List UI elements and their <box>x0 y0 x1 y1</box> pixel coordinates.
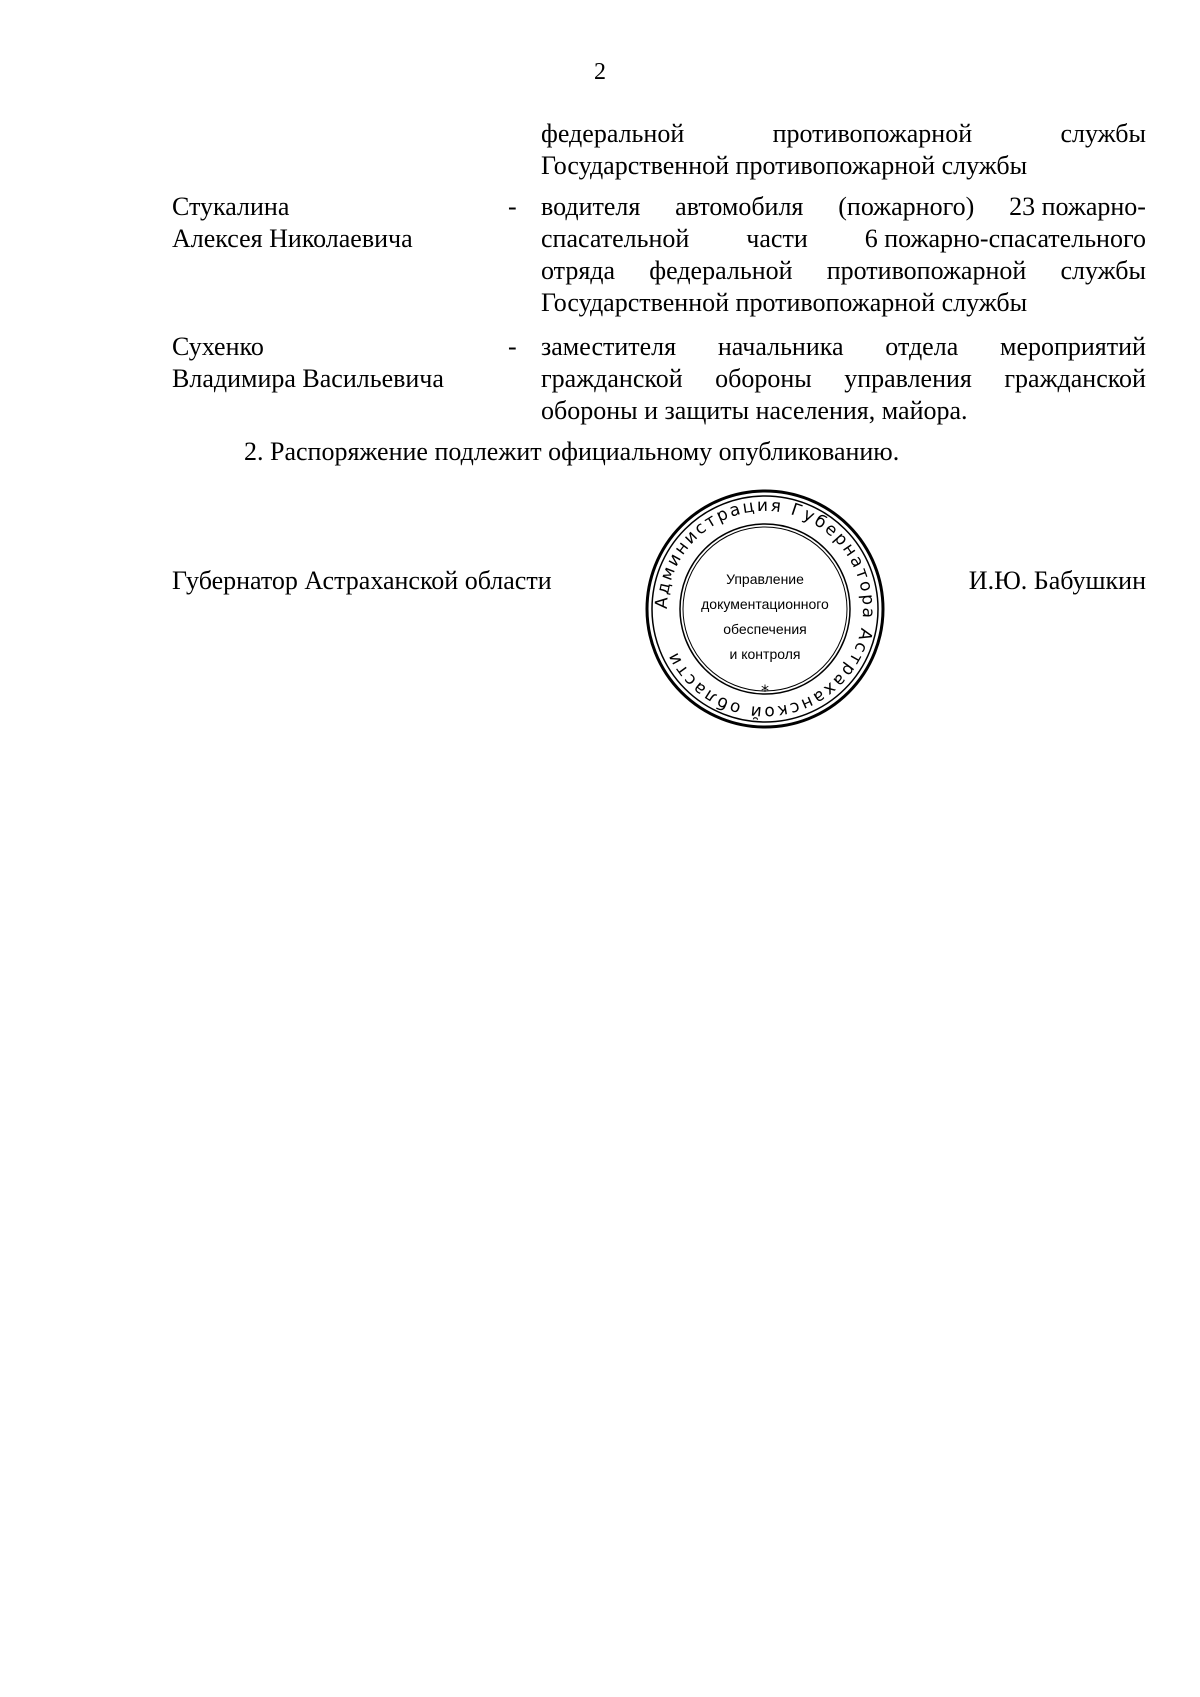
description-line <box>541 255 1146 287</box>
word: управления <box>844 364 972 393</box>
person-position-description <box>541 191 1146 319</box>
surname: Стукалина <box>172 192 290 221</box>
word: водителя <box>541 192 641 221</box>
word: службы <box>1060 256 1146 285</box>
description-line <box>541 363 1146 395</box>
word: федеральной <box>649 256 793 285</box>
official-seal <box>644 488 886 730</box>
seal-center-line: документационного <box>701 596 829 612</box>
person-position-description <box>541 331 1146 427</box>
signatory-name: И.Ю. Бабушкин <box>968 566 1146 595</box>
word: начальника <box>717 332 844 361</box>
description-line: Государственной противопожарной службы <box>541 288 1028 317</box>
continuation-line-1 <box>541 118 1146 150</box>
word: отдела <box>885 332 959 361</box>
word: службы <box>1060 119 1146 148</box>
word: спасательной <box>541 224 690 253</box>
surname: Сухенко <box>172 332 264 361</box>
given-names: Алексея Николаевича <box>172 224 413 253</box>
continuation-text <box>541 118 1146 182</box>
signatory-position: Губернатор Астраханской области <box>172 566 552 595</box>
word: противопожарной <box>772 119 973 148</box>
word: противопожарной <box>826 256 1027 285</box>
person-name <box>172 331 492 395</box>
word: заместителя <box>541 332 677 361</box>
entry-dash: - <box>508 192 517 221</box>
description-line <box>541 223 1146 255</box>
word: части <box>746 224 808 253</box>
seal-center-line: обеспечения <box>723 621 807 637</box>
word: гражданской <box>541 364 683 393</box>
seal-separator-star: * <box>761 681 769 700</box>
description-line <box>541 191 1146 223</box>
word: мероприятий <box>999 332 1146 361</box>
word: (пожарного) <box>838 192 975 221</box>
given-names: Владимира Васильевича <box>172 364 444 393</box>
word: 23 пожарно- <box>1009 192 1146 221</box>
description-line <box>541 331 1146 363</box>
word: обороны <box>715 364 812 393</box>
description-line: обороны и защиты населения, майора. <box>541 396 968 425</box>
page-number: 2 <box>594 59 606 85</box>
entry-dash: - <box>508 332 517 361</box>
word: федеральной <box>541 119 685 148</box>
word: автомобиля <box>675 192 804 221</box>
seal-ring-text: Администрация Губернатора Астраханской области <box>651 495 879 723</box>
word: гражданской <box>1004 364 1146 393</box>
continuation-line-2: Государственной противопожарной службы <box>541 151 1028 180</box>
person-name <box>172 191 492 255</box>
word: 6 пожарно-спасательного <box>864 224 1146 253</box>
seal-graphic <box>644 488 886 730</box>
word: отряда <box>541 256 616 285</box>
seal-center-line: и контроля <box>729 646 801 662</box>
clause-2: 2. Распоряжение подлежит официальному опубликованию. <box>244 437 900 466</box>
seal-center-line: Управление <box>726 571 804 587</box>
